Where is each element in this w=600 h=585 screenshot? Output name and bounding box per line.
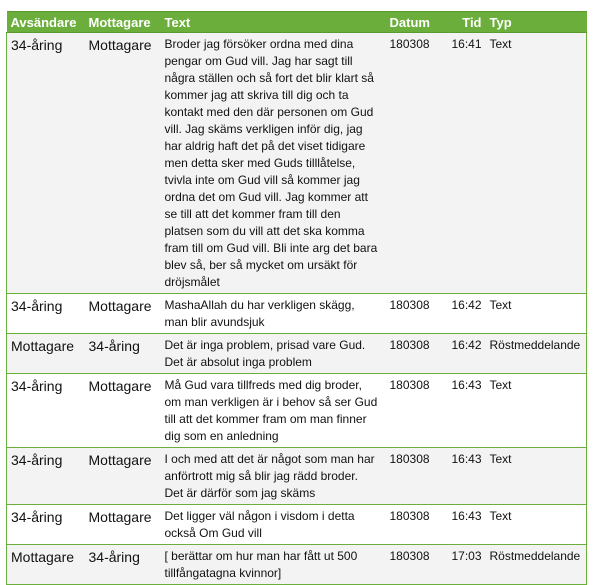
cell-date: 180308 [386,33,444,294]
header-row [7,12,587,33]
cell-date: 180308 [386,505,444,545]
cell-to: Mottagare [85,374,161,448]
table-row [7,545,587,585]
cell-from: 34-åring [7,33,85,294]
table-row [7,374,587,448]
cell-date: 180308 [386,294,444,334]
table-row [7,334,587,374]
cell-type: Text [486,294,587,334]
cell-time: 16:43 [444,448,486,505]
header-time: Tid [444,12,486,33]
cell-time: 16:42 [444,294,486,334]
cell-from: Mottagare [7,545,85,585]
cell-time: 16:43 [444,374,486,448]
header-text: Text [161,12,386,33]
header-from: Avsändare [7,12,85,33]
header-to: Mottagare [85,12,161,33]
table-row [7,294,587,334]
message-table [6,11,587,585]
cell-text: Det ligger väl någon i visdom i detta också Om Gud vill [161,505,386,545]
cell-text: [ berättar om hur man har fått ut 500 tillfångatagna kvinnor] [161,545,386,585]
cell-date: 180308 [386,448,444,505]
cell-to: Mottagare [85,33,161,294]
cell-text: Det är inga problem, prisad vare Gud. Det är absolut inga problem [161,334,386,374]
cell-date: 180308 [386,334,444,374]
header-date: Datum [386,12,444,33]
cell-text: I och med att det är något som man har anförtrott mig så blir jag rädd broder. Det är därför som jag skäms [161,448,386,505]
cell-type: Text [486,374,587,448]
cell-type: Text [486,505,587,545]
cell-type: Röstmeddelande [486,545,587,585]
cell-to: 34-åring [85,545,161,585]
header-type: Typ [486,12,587,33]
cell-text: MashaAllah du har verkligen skägg, man blir avundsjuk [161,294,386,334]
cell-from: 34-åring [7,294,85,334]
message-log [6,11,586,585]
cell-type: Röstmeddelande [486,334,587,374]
table-row [7,33,587,294]
table-row [7,505,587,545]
cell-type: Text [486,33,587,294]
cell-time: 16:42 [444,334,486,374]
cell-to: Mottagare [85,505,161,545]
cell-date: 180308 [386,545,444,585]
cell-text: Broder jag försöker ordna med dina pengar om Gud vill. Jag har sagt till några ställen och så fort det blir klart så kommer jag att skriva till dig och ta kontakt med den där personen om Gud vill. Jag skäms verkligen inför dig, jag har aldrig haft det på det viset tidigare men detta sker med Guds tilllåtelse, tvivla inte om Gud vill så kommer jag ordna det om Gud vill. Jag kommer att se till att det kommer fram till den platsen som du vill att det ska komma fram till om Gud vill. Bli inte arg det bara blev så, ber så mycket om ursäkt för dröjsmålet [161,33,386,294]
cell-time: 17:03 [444,545,486,585]
table-row [7,448,587,505]
cell-time: 16:41 [444,33,486,294]
cell-from: 34-åring [7,374,85,448]
cell-from: 34-åring [7,448,85,505]
cell-text: Må Gud vara tillfreds med dig broder, om man verkligen är i behov så ser Gud till att det kommer fram om man finner dig som en anledning [161,374,386,448]
cell-to: Mottagare [85,448,161,505]
cell-time: 16:43 [444,505,486,545]
cell-type: Text [486,448,587,505]
cell-from: 34-åring [7,505,85,545]
cell-to: Mottagare [85,294,161,334]
cell-date: 180308 [386,374,444,448]
cell-to: 34-åring [85,334,161,374]
cell-from: Mottagare [7,334,85,374]
